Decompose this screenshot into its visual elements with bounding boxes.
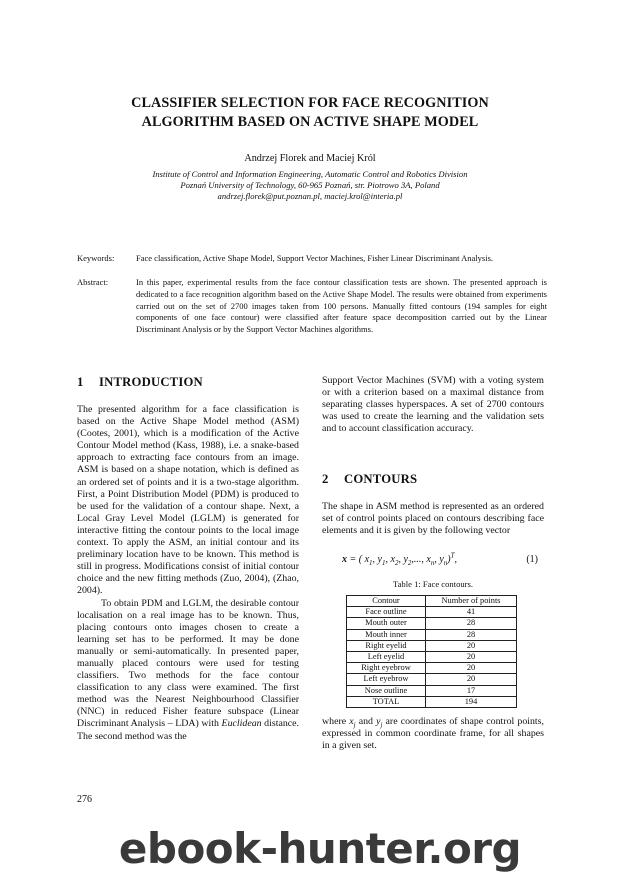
table-row xyxy=(347,640,517,651)
intro-continued: Support Vector Machines (SVM) with a voting system or with a criterion based on a maximal distance from separating classes hyperspaces. A set of 2700 contours was used to create the learning and the validation sets and to account classification accuracy. xyxy=(322,375,544,435)
table-caption: Table 1: Face contours. xyxy=(392,579,474,589)
watermark: ebook-hunter.org xyxy=(118,824,522,873)
table-cell-points: 194 xyxy=(426,696,517,707)
equation-lhs: x xyxy=(342,554,347,565)
table-cell-points: Number of points xyxy=(426,596,517,607)
and-text: and xyxy=(355,716,377,727)
authors: Andrzej Florek and Maciej Król xyxy=(244,153,376,164)
keywords-text: Face classification, Active Shape Model, Support Vector Machines, Fisher Linear Discriminant Analysis. xyxy=(136,253,494,263)
section-1-title: INTRODUCTION xyxy=(99,375,203,389)
table-row xyxy=(347,629,517,640)
table-cell-contour: Left eyebrow xyxy=(347,674,426,685)
section-2-title: CONTOURS xyxy=(344,472,418,486)
intro-paragraph-2-end: distance. The second method was the xyxy=(77,718,299,742)
table-row xyxy=(347,685,517,696)
face-contours-table xyxy=(346,595,517,708)
var-yj: $y_j$ xyxy=(376,716,383,729)
intro-paragraph-1: The presented algorithm for a face classification is based on the Active Shape Model method (ASM) (Cootes, 2001), which is a modification of the Active Contour Model method (Kass, 1988), i.e. a snake-based approach to extracting face contours from an image. ASM is based on a shape notation, which is defined as an ordered set of points and it is a two-stage algorithm. First, a Point Distribution Model (PDM) is produced to be used for the validation of a contour shape. Next, a Local Gray Level Model (LGLM) is generated for interactive fitting the contour points to the local image context. To apply the ASM, an initial contour and its preliminary location have to be known. This method is still in progress. Modifications consist of initial contour choice and the new fitting methods (Zuo, 2004), (Zhao, 2004). xyxy=(77,404,299,597)
table-cell-points: 20 xyxy=(426,652,517,663)
section-1-number: 1 xyxy=(77,375,84,389)
table-cell-points: 28 xyxy=(426,618,517,629)
contours-paragraph-2-rest: are coordinates of shape control points, expressed in common coordinate frame, for all shapes in a given set. xyxy=(322,716,544,752)
var-xj: $x_j$ xyxy=(349,716,356,729)
page-number: 276 xyxy=(77,794,92,805)
equation-formula xyxy=(342,551,458,567)
table-cell-contour: Right eyebrow xyxy=(347,663,426,674)
table-cell-points: 20 xyxy=(426,663,517,674)
where-text: where xyxy=(322,716,350,727)
table-header-row xyxy=(347,596,517,607)
table-cell-points: 28 xyxy=(426,629,517,640)
section-1-body xyxy=(77,404,299,743)
intro-paragraph-2-text: To obtain PDM and LGLM, the desirable contour localisation on a real image has to be known. Thus, placing contours onto images chosen to create a learning set has to be performed. It may be done manually or semi-automatically. In presented paper, manually placed contours were used for testing classifiers. Two methods for the face contour classification to any class were examined. The first method was the Nearest Neighbourhood Classifier (NNC) in reduced Fisher feature subspace (Linear Discriminant Analysis – LDA) with xyxy=(77,597,299,730)
paper-title-line-1: CLASSIFIER SELECTION FOR FACE RECOGNITION xyxy=(131,95,489,111)
section-2-heading xyxy=(322,472,417,487)
section-2-number: 2 xyxy=(322,472,329,486)
table-cell-points: 17 xyxy=(426,685,517,696)
table-cell-points: 41 xyxy=(426,607,517,618)
keywords-label: Keywords: xyxy=(77,253,115,263)
paper-title-line-2: ALGORITHM BASED ON ACTIVE SHAPE MODEL xyxy=(141,114,479,130)
table-cell-contour: TOTAL xyxy=(347,696,426,707)
table-cell-contour: Face outline xyxy=(347,607,426,618)
table-cell-contour: Mouth outer xyxy=(347,618,426,629)
contours-paragraph-1: The shape in ASM method is represented as an ordered set of control points placed on contours describing face elements and it is given by the following vector xyxy=(322,501,544,537)
table-cell-contour: Contour xyxy=(347,596,426,607)
section-1-heading xyxy=(77,375,203,390)
table-cell-contour: Right eyelid xyxy=(347,640,426,651)
affiliation-institute: Institute of Control and Information Engineering, Automatic Control and Robotics Division xyxy=(152,169,468,179)
table-row xyxy=(347,618,517,629)
table-cell-contour: Mouth inner xyxy=(347,629,426,640)
intro-paragraph-2 xyxy=(77,598,299,743)
table-row xyxy=(347,674,517,685)
equation-number: (1) xyxy=(526,554,538,565)
intro-paragraph-2-italic: Euclidean xyxy=(221,718,262,730)
abstract-text: In this paper, experimental results from the face contour classification tests are shown. The presented approach is dedicated to a face recognition algorithm based on the Active Shape Model. The results were obtained from experiments carried out on the set of 2700 images taken from 100 persons. Manually fitted contours (194 samples for eight components of one face contour) were classified after feature space decomposition carried out by the Linear Discriminant Analysis or by the Support Vector Machines algorithms. xyxy=(136,277,547,335)
affiliation-emails: andrzej.florek@put.poznan.pl, maciej.krol@interia.pl xyxy=(217,191,403,201)
affiliation-address: Poznań University of Technology, 60-965 Poznań, str. Piotrowo 3A, Poland xyxy=(180,180,440,190)
table-cell-contour: Left eyelid xyxy=(347,652,426,663)
table-cell-points: 20 xyxy=(426,674,517,685)
table-cell-contour: Nose outline xyxy=(347,685,426,696)
table-row xyxy=(347,696,517,707)
abstract-label: Abstract: xyxy=(77,277,109,287)
equation-rendered: = ( $x_1$, $y_1$, $x_2$, $y_2$,..., $x_n$, $y_n)^T$, xyxy=(349,551,458,567)
table-row xyxy=(347,607,517,618)
table-row xyxy=(347,663,517,674)
table-row xyxy=(347,652,517,663)
contours-paragraph-2 xyxy=(322,716,544,752)
table-cell-points: 20 xyxy=(426,640,517,651)
paper-title xyxy=(60,94,560,132)
